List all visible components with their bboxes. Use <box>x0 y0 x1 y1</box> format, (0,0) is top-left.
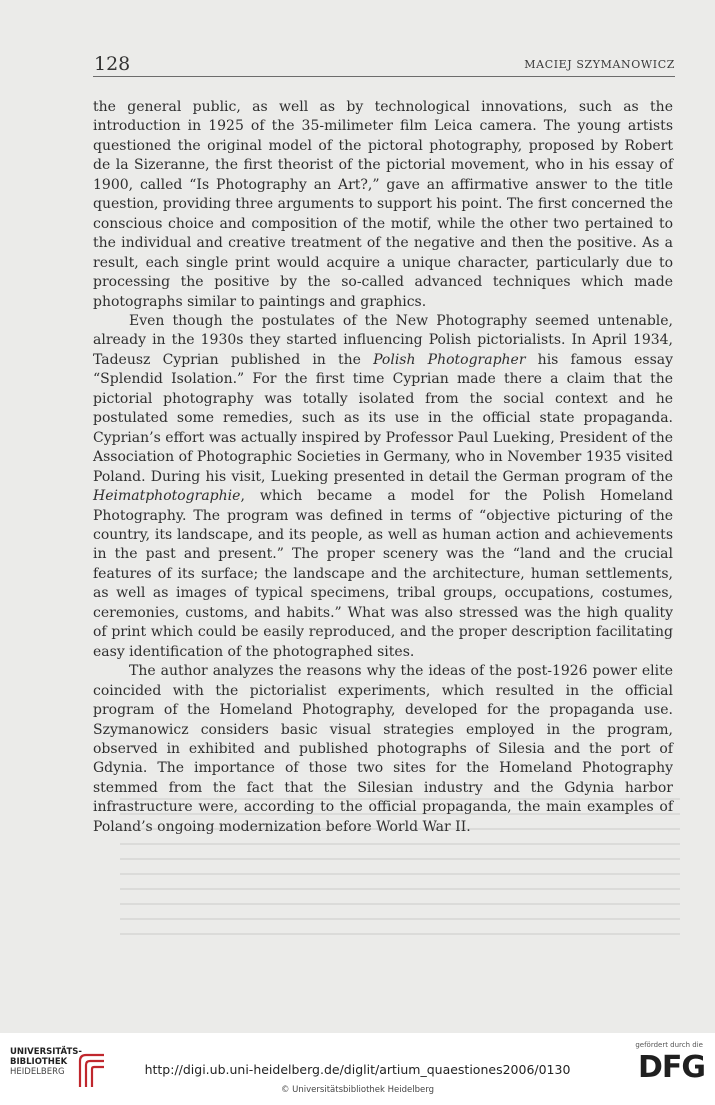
funder-caption: gefördert durch die <box>635 1041 703 1049</box>
paragraph-3: The author analyzes the reasons why the ideas of the post-1926 power elite coincided with the pictorialist experiments, which resulted in the official program of the Homeland Photography, developed for the propaganda use. Szymanowicz considers basic visual strategies employed in the program, observed in exhibited and published photographs of Silesia and the port of Gdynia. The importance of those two sites for the Homeland Photography stemmed from the fact that the Silesian industry and the Gdynia harbor infrastructure were, according to the official propaganda, the main examples of Poland’s ongoing modernization before World War II. <box>93 663 673 835</box>
library-name-line-2: BIBLIOTHEK <box>10 1057 68 1067</box>
paragraph-2 <box>93 312 673 662</box>
show-through-text <box>120 798 680 978</box>
article-text <box>93 98 673 837</box>
dfg-logo[interactable]: DFG <box>637 1050 705 1085</box>
journal-title-polish-photographer: Polish Photographer <box>373 351 526 368</box>
library-name-line-3: HEIDELBERG <box>10 1067 65 1077</box>
source-url-link[interactable]: http://digi.ub.uni-heidelberg.de/diglit/artium_quaestiones2006/0130 <box>144 1062 571 1077</box>
paragraph-2-part-a: Even though the postulates of the New Photography seemed untenable, already in the 1930s they started influencing Polish pictorialists. In April 1934, Tadeusz Cyprian published in the <box>93 312 673 368</box>
paragraph-2-part-c: , which became a model for the Polish Homeland Photography. The program was defined in terms of “objective picturing of the country, its landscape, and its people, as well as human action and achievements in the past and present.” The proper scenery was the “land and the crucial features of its surface; the landscape and the architecture, human settlements, as well as images of typical specimens, tribal groups, occupations, costumes, ceremonies, customs, and habits.” What was also stressed was the high quality of print which could be easily reproduced, and the proper description facilitating easy identification of the photographed sites. <box>93 488 673 660</box>
term-heimatphotographie: Heimatphotographie <box>93 488 241 505</box>
page-number: 128 <box>94 53 131 75</box>
paragraph-1: the general public, as well as by technological innovations, such as the introduction in 1925 of the 35-milimeter film Leica camera. The young artists questioned the original model of the pictoral photography, proposed by Robert de la Sizeranne, the first theorist of the pictorial movement, who in his essay of 1900, called “Is Photography an Art?,” gave an affirmative answer to the title question, providing three arguments to support his point. The first concerned the conscious choice and composition of the motif, while the other two pertained to the individual and creative treatment of the negative and then the positive. As a result, each single print would acquire a unique character, particularly due to processing the positive by the so-called advanced techniques which made photographs similar to paintings and graphics. <box>93 99 673 310</box>
digitization-footer <box>0 1033 715 1105</box>
paragraph-2-part-b: his famous essay “Splendid Isolation.” For the first time Cyprian made there a claim that the pictorial photography was totally isolated from the social context and he postulated some remedies, such as its use in the official state propaganda. Cyprian’s effort was actually inspired by Professor Paul Lueking, President of the Association of Photographic Societies in Germany, who in November 1935 visited Poland. During his visit, Lueking presented in detail the German program of the <box>93 351 674 485</box>
page-header <box>93 52 675 77</box>
library-name-line-1: UNIVERSITÄTS- <box>10 1047 82 1057</box>
running-head: MACIEJ SZYMANOWICZ <box>524 58 675 71</box>
copyright-notice: © Universitätsbibliothek Heidelberg <box>280 1085 434 1095</box>
